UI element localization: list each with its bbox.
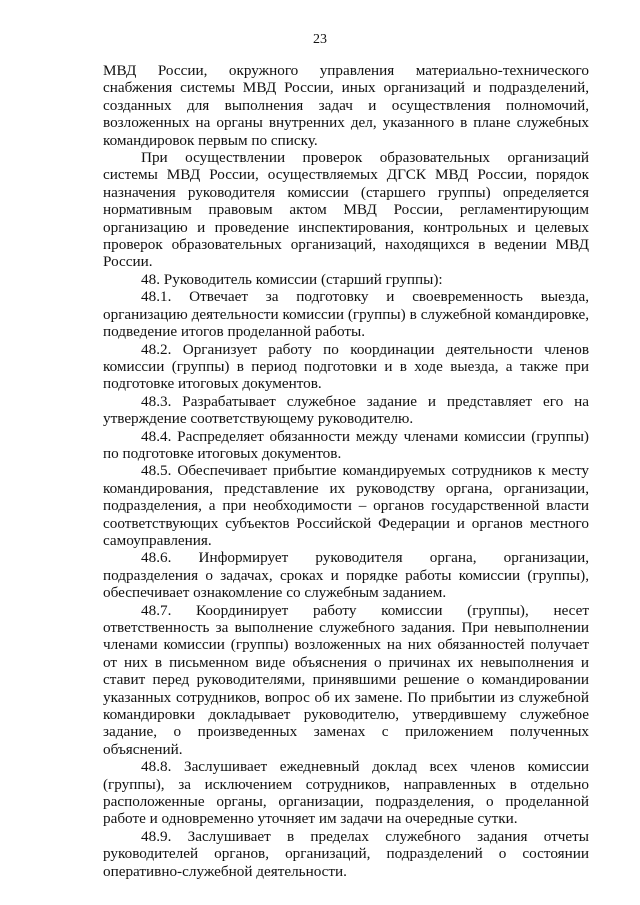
paragraph-48-1: 48.1. Отвечает за подготовку и своевременность выезда, организацию деятельности комиссии (группы) в служебной командировке, подведение итогов проделанной работы. — [103, 288, 589, 341]
paragraph-48-5: 48.5. Обеспечивает прибытие командируемых сотрудников к месту командирования, представление их руководству органа, организации, подразделения, а при необходимости – органов государственной власти соответствующих субъектов Российской Федерации и органов местного самоуправления. — [103, 462, 589, 549]
paragraph-48-3: 48.3. Разрабатывает служебное задание и представляет его на утверждение соответствующему руководителю. — [103, 392, 589, 428]
paragraph-48-9: 48.9. Заслушивает в пределах служебного задания отчеты руководителей органов, организаций, подразделений о состоянии оперативно-служебной деятельности. — [103, 827, 589, 880]
paragraph-48-8: 48.8. Заслушивает ежедневный доклад всех членов комиссии (группы), за исключением сотрудников, направленных в отдельно расположенные органы, организации, подразделения, о проделанной работе и одновременно уточняет им задачи на очередные сутки. — [103, 758, 589, 828]
paragraph-48-heading: 48. Руководитель комиссии (старший группы): — [141, 270, 443, 288]
paragraph-48-4: 48.4. Распределяет обязанности между членами комиссии (группы) по подготовке итоговых документов. — [103, 427, 589, 462]
page-number: 23 — [313, 32, 327, 47]
document-body — [103, 62, 589, 880]
paragraph-continuation: МВД России, окружного управления материально-технического снабжения системы МВД России, иных организаций и подразделений, созданных для выполнения задач и осуществления полномочий, возложенных на органы внутренних дел, указанного в плане служебных командировок первым по списку. — [103, 62, 589, 149]
paragraph-48-7: 48.7. Координирует работу комиссии (группы), несет ответственность за выполнение служебного задания. При невыполнении членами комиссии (группы) возложенных на них обязанностей получает от них в письменном виде объяснения о причинах их невыполнения и ставит перед руководителями, принявшими решение о командировании указанных сотрудников, вопрос об их замене. По прибытии из служебной командировки докладывает руководителю, утвердившему служебное задание, о произведенных заменах с приложением полученных объяснений. — [103, 601, 589, 758]
paragraph-48-2: 48.2. Организует работу по координации деятельности членов комиссии (группы) в период подготовки и в ходе выезда, а также при подготовке итоговых документов. — [103, 340, 589, 393]
paragraph-48-6: 48.6. Информирует руководителя органа, организации, подразделения о задачах, сроках и порядке работы комиссии (группы), обеспечивает ознакомление со служебным заданием. — [103, 549, 589, 602]
paragraph-inspection-procedure: При осуществлении проверок образовательных организаций системы МВД России, осуществляемых ДГСК МВД России, порядок назначения руководителя комиссии (старшего группы) определяется нормативным правовым актом МВД России, регламентирующим организацию и проведение инспектирования, контрольных и целевых проверок образовательных организаций, находящихся в ведении МВД России. — [103, 149, 589, 271]
